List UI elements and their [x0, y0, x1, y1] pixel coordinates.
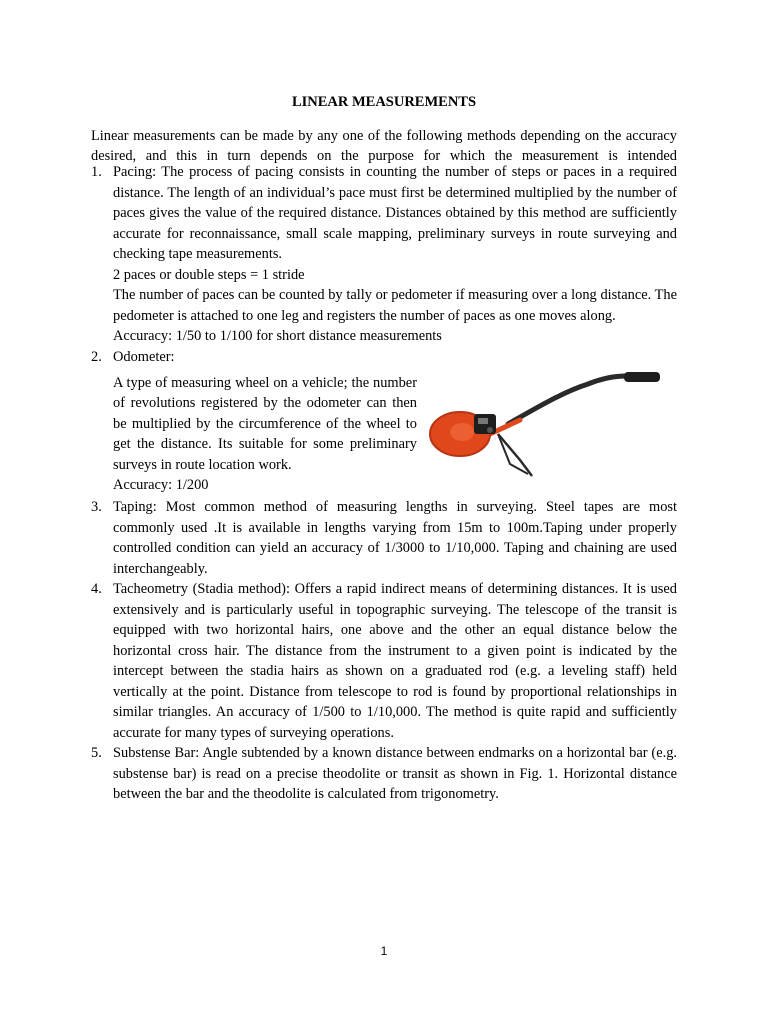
list-number: 4.	[91, 581, 102, 597]
list-item-tacheometry	[91, 579, 677, 743]
taping-text: Taping: Most common method of measuring lengths in surveying. Steel tapes are most commonly used .It is available in lengths varying from 15m to 100m.Taping under properly controlled condition can yield an accuracy of 1/3000 to 1/10,000. Taping and chaining are used interchangeably.	[113, 499, 677, 577]
odometer-heading: Odometer:	[113, 349, 175, 365]
odometer-accuracy: Accuracy: 1/200	[113, 477, 209, 494]
pacing-text: Pacing: The process of pacing consists in counting the number of steps or paces in a required distance. The length of an individual’s pace must first be determined multiplied by the number of paces gives the value of the required distance. Distances obtained by this method are sufficiently accurate for reconnaissance, small scale mapping, preliminary surveys in route surveying and checking tape measurements.	[113, 164, 677, 262]
list-number: 3.	[91, 499, 102, 515]
list-item-taping	[91, 497, 677, 579]
substense-text: Substense Bar: Angle subtended by a known distance between endmarks on a horizontal bar (e.g. substense bar) is read on a precise theodolite or transit as shown in Fig. 1. Horizontal distance between the bar and the theodolite is calculated from trigonometry.	[113, 745, 677, 802]
pacing-pedometer: The number of paces can be counted by tally or pedometer if measuring over a long distance. The pedometer is attached to one leg and registers the number of paces as one moves along.	[113, 287, 677, 324]
list-number: 1.	[91, 164, 102, 180]
page-number: 1	[380, 944, 388, 958]
measuring-wheel-image	[428, 362, 668, 484]
odometer-description-text: A type of measuring wheel on a vehicle; the number of revolutions registered by the odometer can then be multiplied by the circumference of the wheel to get the distance. Its suitable for some preliminary surveys in route location work.	[113, 375, 417, 473]
list-number: 2.	[91, 349, 102, 365]
tacheometry-text: Tacheometry (Stadia method): Offers a rapid indirect means of determining distances. It is used extensively and is particularly useful in topographic surveying. The telescope of the transit is equipped with two horizontal hairs, one above and the other an equal distance below the horizontal cross hair. The distance from the instrument to a given point is indicated by the intercept between the stadia hairs as shown on a graduated rod (e.g. a leveling staff) held vertically at the point. Distance from telescope to rod is found by proportional relationships in similar triangles. An accuracy of 1/500 to 1/10,000. The method is quite rapid and sufficiently accurate for many types of surveying operations.	[113, 581, 677, 741]
odometer-description	[113, 373, 417, 495]
list-number: 5.	[91, 745, 102, 761]
pacing-accuracy: Accuracy: 1/50 to 1/100 for short distance measurements	[113, 328, 442, 344]
intro-paragraph: Linear measurements can be made by any one of the following methods depending on the accuracy desired, and this in turn depends on the purpose for which the measurement is intended	[91, 128, 677, 165]
pacing-stride: 2 paces or double steps = 1 stride	[113, 266, 305, 283]
list-item-pacing	[91, 162, 677, 347]
list-item-substense-bar	[91, 743, 677, 805]
page-title: LINEAR MEASUREMENTS	[291, 94, 477, 110]
